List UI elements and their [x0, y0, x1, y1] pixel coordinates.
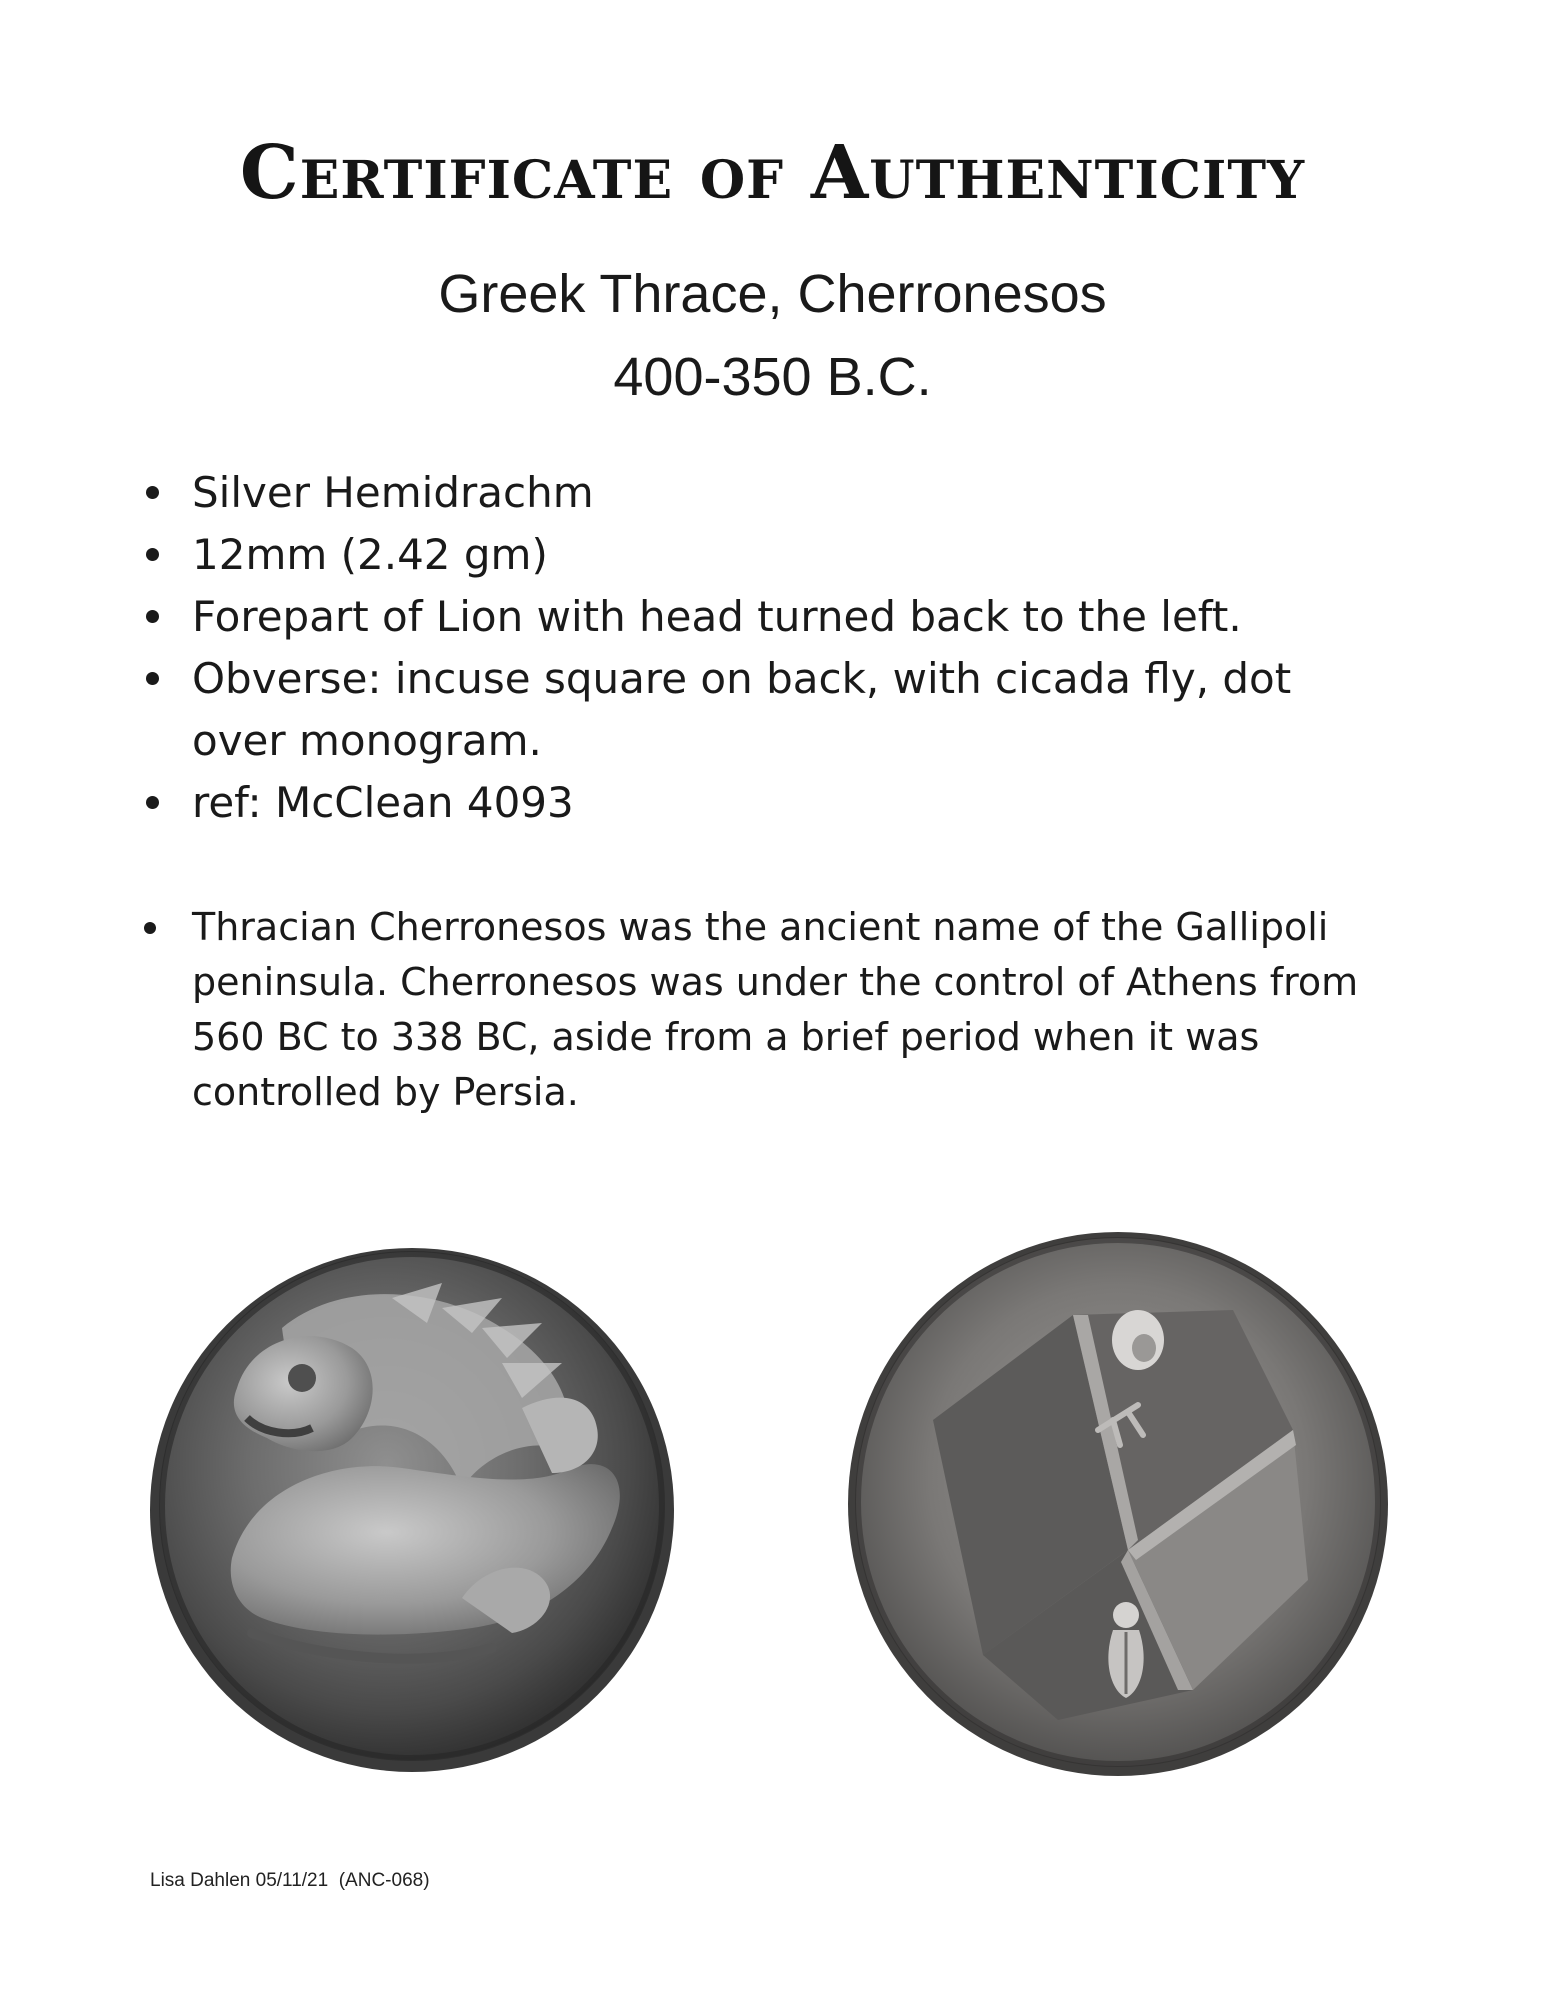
history-note: Thracian Cherronesos was the ancient name of the Gallipoli peninsula. Cherronesos was under the control of Athens from 560 BC to 338 BC, aside from a brief period when it was controlled by Persia. [140, 900, 1420, 1120]
history-notes-list [140, 900, 1420, 1120]
lion-coin-illustration [142, 1238, 682, 1778]
coin-details-list [140, 462, 1390, 834]
coin-obverse-image [142, 1238, 682, 1778]
certificate-title: Certificate of Authenticity [239, 130, 1306, 216]
incuse-square-coin-illustration [838, 1220, 1398, 1780]
detail-item-denomination: Silver Hemidrachm [140, 462, 1390, 524]
coin-reverse-image [838, 1220, 1398, 1780]
footer-signature: Lisa Dahlen 05/11/21 (ANC-068) [150, 1870, 430, 1891]
coin-region-subtitle: Greek Thrace, Cherronesos [438, 264, 1107, 324]
detail-item-size-weight: 12mm (2.42 gm) [140, 524, 1390, 586]
detail-item-reference: ref: McClean 4093 [140, 772, 1390, 834]
coin-date-subtitle: 400-350 B.C. [613, 347, 932, 407]
detail-item-obverse: Obverse: incuse square on back, with cicada fly, dot over monogram. [140, 648, 1390, 772]
detail-item-design: Forepart of Lion with head turned back to the left. [140, 586, 1390, 648]
